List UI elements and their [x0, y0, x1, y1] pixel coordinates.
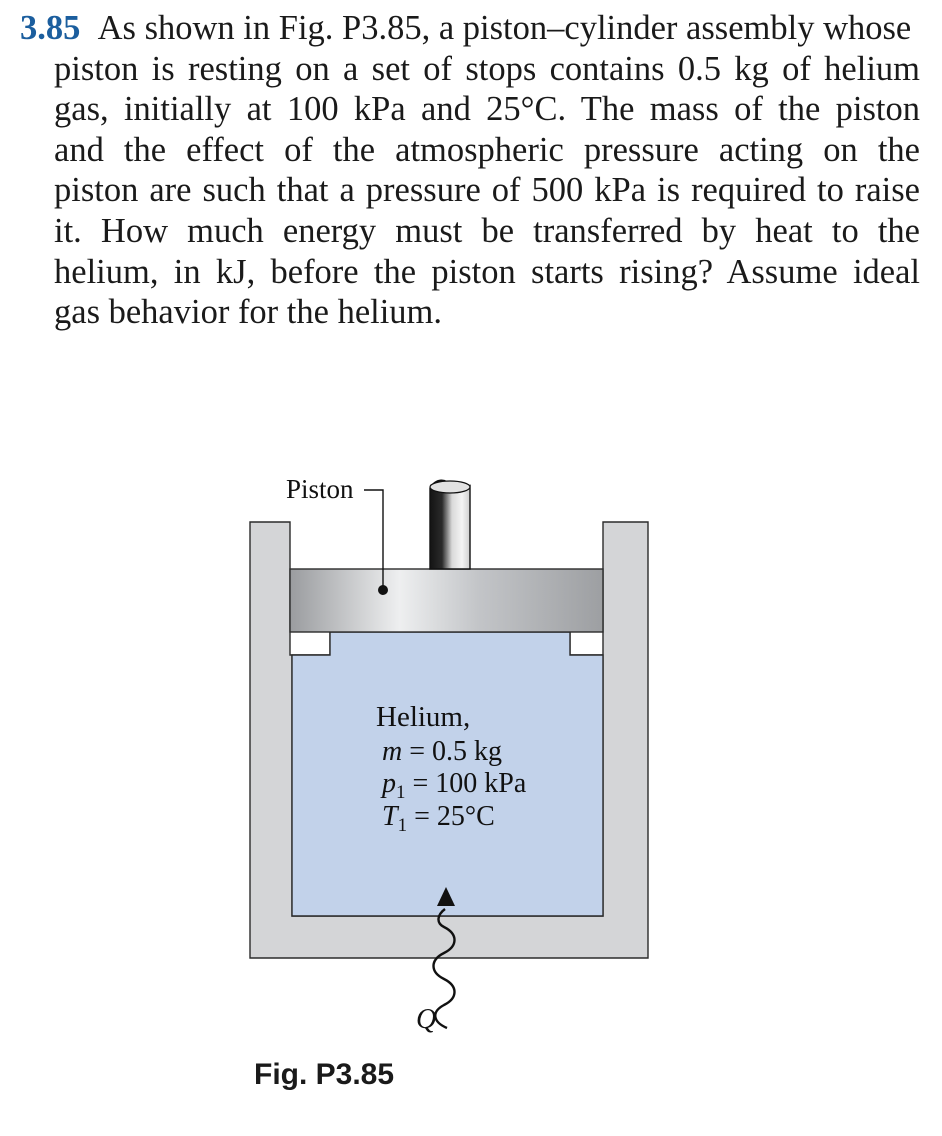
- problem-line-6: it. How much energy must be transferred by heat to the: [54, 211, 920, 250]
- problem-line-8: gas behavior for the helium.: [54, 293, 443, 332]
- problem-line-3: gas, initially at 100 kPa and 25°C. The mass of the piston: [54, 90, 920, 129]
- heat-label: Q: [416, 1004, 437, 1035]
- problem-text: As shown in Fig. P3.85, a piston–cylinder assembly whose: [97, 9, 912, 47]
- gas-name-label: Helium,: [376, 701, 471, 733]
- pressure-label: $p_1 = 100$ kPa: [382, 768, 527, 803]
- piston-leader-dot: [378, 585, 388, 595]
- piston-rod-end: [430, 481, 470, 493]
- temperature-label: $T_1 = 25^\circ C$: [382, 801, 495, 836]
- problem-line-4: and the effect of the atmospheric pressure acting on the: [54, 130, 920, 169]
- problem-line-5: piston are such that a pressure of 500 kPa is required to raise: [54, 171, 920, 210]
- mass-label: m = 0.5 kg: [382, 736, 503, 767]
- problem-line-2: piston is resting on a set of stops contains 0.5 kg of helium: [54, 49, 920, 88]
- problem-number: 3.85: [20, 9, 81, 47]
- piston: [290, 569, 603, 632]
- piston-label: Piston: [286, 474, 354, 504]
- problem-line-7: helium, in kJ, before the piston starts rising? Assume ideal: [54, 252, 920, 291]
- figure-caption: Fig. P3.85: [254, 1058, 395, 1091]
